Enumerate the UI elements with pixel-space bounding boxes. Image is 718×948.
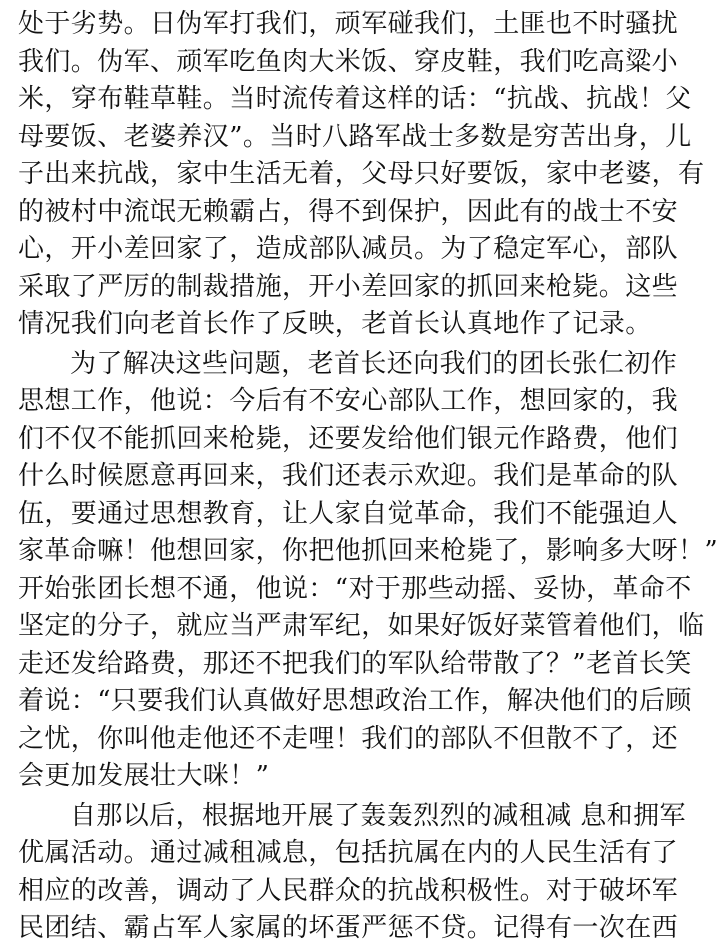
text-line: 母要饭、老婆养汉”。当时八路军战士多数是穷苦出身，儿 [18,121,692,152]
text-line: 优属活动。通过减租减息，包括抗属在内的人民生活有了 [18,838,679,868]
text-line: 我们。伪军、顽军吃鱼肉大米饭、穿皮鞋，我们吃高粱小 [18,46,679,77]
text-line: 的被村中流氓无赖霸占，得不到保护，因此有的战士不安 [18,196,679,227]
text-line: 走还发给路费，那还不把我们的军队给带散了？”老首长笑 [18,648,692,679]
text-line: 着说：“只要我们认真做好思想政治工作，解决他们的后顾 [18,686,692,716]
paragraph-1 [18,6,705,344]
text-line: 采取了严厉的制裁措施，开小差回家的抓回来枪毙。这些 [18,271,679,302]
text-line: 会更加发展壮大咪！” [18,761,270,791]
text-line: 处于劣势。日伪军打我们，顽军碰我们，土匪也不时骚扰 [18,9,679,39]
text-line: 什么时候愿意再回来，我们还表示欢迎。我们是革命的队 [18,461,679,491]
text-line: 伍，要通过思想教育，让人家自觉革命，我们不能强迫人 [18,498,679,529]
text-line: 民团结、霸占军人家属的坏蛋严惩不贷。记得有一次在西 [18,913,679,943]
text-line: 心，开小差回家了，造成部队减员。为了稳定军心，部队 [18,234,679,264]
text-line: 坚定的分子，就应当严肃军纪，如果好饭好菜管着他们，临 [18,611,705,641]
text-line: 米，穿布鞋草鞋。当时流传着这样的话：“抗战、抗战！父 [18,84,692,114]
paragraph-3 [18,798,686,948]
text-line: 之忧，你叫他走他还不走哩！我们的部队不但散不了，还 [18,723,679,754]
text-line: 开始张团长想不通，他说：“对于那些动摇、妥协，革命不 [18,573,692,604]
text-line: 思想工作，他说：今后有不安心部队工作，想回家的，我 [18,386,679,416]
text-line: 情况我们向老首长作了反映，老首长认真地作了记录。 [18,309,652,339]
text-line: 自那以后，根据地开展了轰轰烈烈的减租减 息和拥军 [70,800,686,831]
paragraph-2 [18,346,718,796]
text-line: 相应的改善，调动了人民群众的抗战积极性。对于破坏军 [18,875,679,906]
text-line: 们不仅不能抓回来枪毙，还要发给他们银元作路费，他们 [18,423,679,454]
text-line: 子出来抗战，家中生活无着，父母只好要饭，家中老婆，有 [18,159,705,189]
text-line: 为了解决这些问题，老首长还向我们的团长张仁初作 [70,348,678,379]
text-line: 家革命嘛！他想回家，你把他抓回来枪毙了，影响多大呀！” [18,536,718,566]
